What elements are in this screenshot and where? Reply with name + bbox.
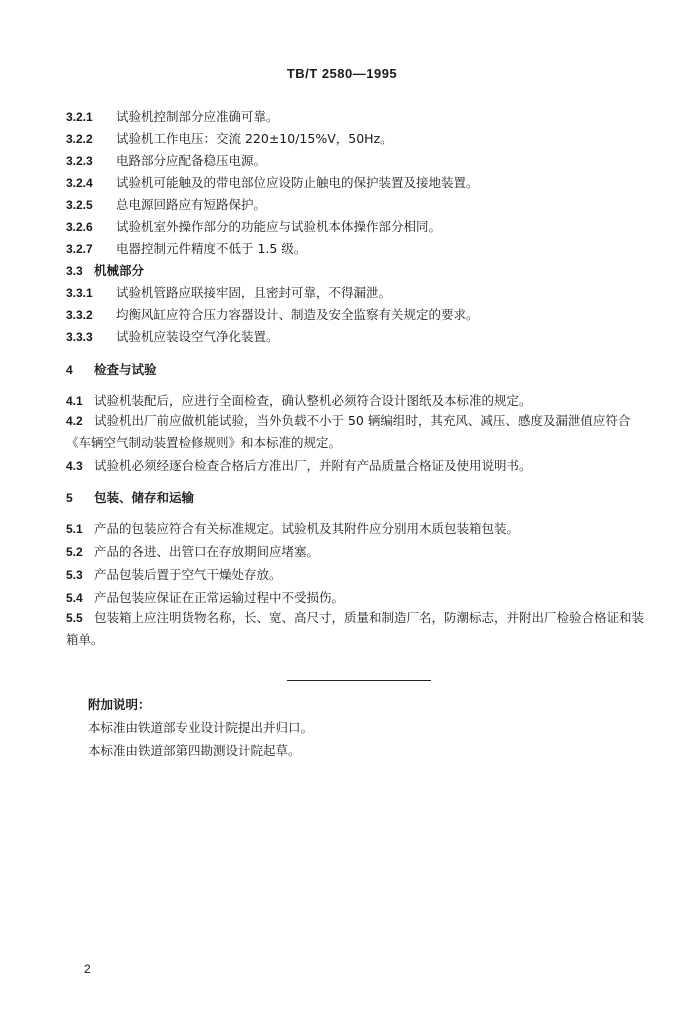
- section-number: 4: [66, 363, 73, 377]
- clause-5-4: [66, 590, 344, 606]
- clause-text: 试验机工作电压：交流 220±10/15%V，50Hz。: [116, 131, 393, 146]
- clause-3-2-6: [66, 219, 441, 235]
- clause-number: 4.1: [66, 394, 83, 408]
- section-4-heading: [66, 362, 157, 378]
- clause-3-2-3: [66, 153, 266, 169]
- clause-text: 包装箱上应注明货物名称，长、宽、高尺寸，质量和制造厂名，防潮标志，并附出厂检验合格证和装箱单。: [66, 610, 645, 647]
- clause-number: 3.2.4: [66, 176, 93, 190]
- clause-number: 3.2.6: [66, 220, 93, 234]
- clause-text: 电路部分应配备稳压电源。: [116, 153, 267, 168]
- clause-number: 3.2.3: [66, 154, 93, 168]
- clause-number: 3.2.2: [66, 132, 93, 146]
- clause-number: 5.5: [66, 611, 83, 625]
- clause-number: 5.3: [66, 568, 83, 582]
- clause-number: 3.2.1: [66, 110, 93, 124]
- clause-text: 总电源回路应有短路保护。: [116, 197, 267, 212]
- clause-text: 产品的包装应符合有关标准规定。试验机及其附件应分别用木质包装箱包装。: [94, 521, 520, 536]
- clause-number: 4.2: [66, 414, 83, 428]
- clause-number: 3.2.5: [66, 198, 93, 212]
- section-3-3-heading: [66, 263, 144, 279]
- clause-text: 均衡风缸应符合压力容器设计、制造及安全监察有关规定的要求。: [116, 307, 479, 322]
- section-title: 机械部分: [94, 263, 145, 278]
- clause-text: 试验机管路应联接牢固，且密封可靠，不得漏泄。: [116, 285, 392, 300]
- section-number: 3.3: [66, 264, 83, 278]
- clause-text: 产品的各进、出管口在存放期间应堵塞。: [94, 544, 320, 559]
- clause-text: 电器控制元件精度不低于 1.5 级。: [116, 241, 307, 256]
- clause-3-2-7: [66, 241, 306, 257]
- clause-3-2-2: [66, 131, 393, 147]
- clause-number: 3.3.1: [66, 286, 93, 300]
- page-number: 2: [84, 962, 91, 976]
- section-title: 检查与试验: [94, 362, 157, 377]
- clause-number: 5.2: [66, 545, 83, 559]
- clause-5-3: [66, 567, 282, 583]
- clause-text: 试验机可能触及的带电部位应设防止触电的保护装置及接地装置。: [116, 175, 479, 190]
- notes-title: 附加说明：: [88, 697, 151, 712]
- clause-text: 试验机室外操作部分的功能应与试验机本体操作部分相同。: [116, 219, 442, 234]
- clause-3-3-1: [66, 285, 391, 301]
- clause-text: 试验机必须经逐台检查合格后方准出厂，并附有产品质量合格证及使用说明书。: [94, 458, 532, 473]
- divider-rule: [287, 680, 431, 681]
- clause-text: 试验机应装设空气净化装置。: [116, 329, 279, 344]
- clause-number: 3.3.3: [66, 330, 93, 344]
- clause-3-2-1: [66, 109, 279, 125]
- clause-3-3-2: [66, 307, 479, 323]
- clause-4-3: [66, 458, 532, 474]
- notes-line-1: 本标准由铁道部专业设计院提出并归口。: [88, 720, 314, 735]
- page-header: TB/T 2580—1995: [286, 66, 398, 81]
- section-number: 5: [66, 491, 73, 505]
- clause-4-1: [66, 393, 532, 409]
- clause-text: 试验机控制部分应准确可靠。: [116, 109, 279, 124]
- clause-5-5: [66, 607, 650, 651]
- clause-4-2: [66, 410, 650, 454]
- clause-number: 3.2.7: [66, 242, 93, 256]
- clause-number: 3.3.2: [66, 308, 93, 322]
- section-title: 包装、储存和运输: [94, 490, 195, 505]
- clause-5-2: [66, 544, 319, 560]
- clause-text: 试验机装配后，应进行全面检查，确认整机必须符合设计图纸及本标准的规定。: [94, 393, 532, 408]
- clause-3-2-5: [66, 197, 266, 213]
- section-5-heading: [66, 490, 194, 506]
- clause-text: 产品包装应保证在正常运输过程中不受损伤。: [94, 590, 345, 605]
- clause-number: 4.3: [66, 459, 83, 473]
- clause-5-1: [66, 521, 519, 537]
- clause-text: 试验机出厂前应做机能试验，当外负载不小于 50 辆编组时，其充风、减压、感度及漏泄值应符合《车辆空气制动装置检修规则》和本标准的规定。: [66, 413, 631, 450]
- notes-line-2: 本标准由铁道部第四勘测设计院起草。: [88, 743, 301, 758]
- clause-3-2-4: [66, 175, 479, 191]
- clause-number: 5.4: [66, 591, 83, 605]
- clause-text: 产品包装后置于空气干燥处存放。: [94, 567, 282, 582]
- clause-number: 5.1: [66, 522, 83, 536]
- clause-3-3-3: [66, 329, 279, 345]
